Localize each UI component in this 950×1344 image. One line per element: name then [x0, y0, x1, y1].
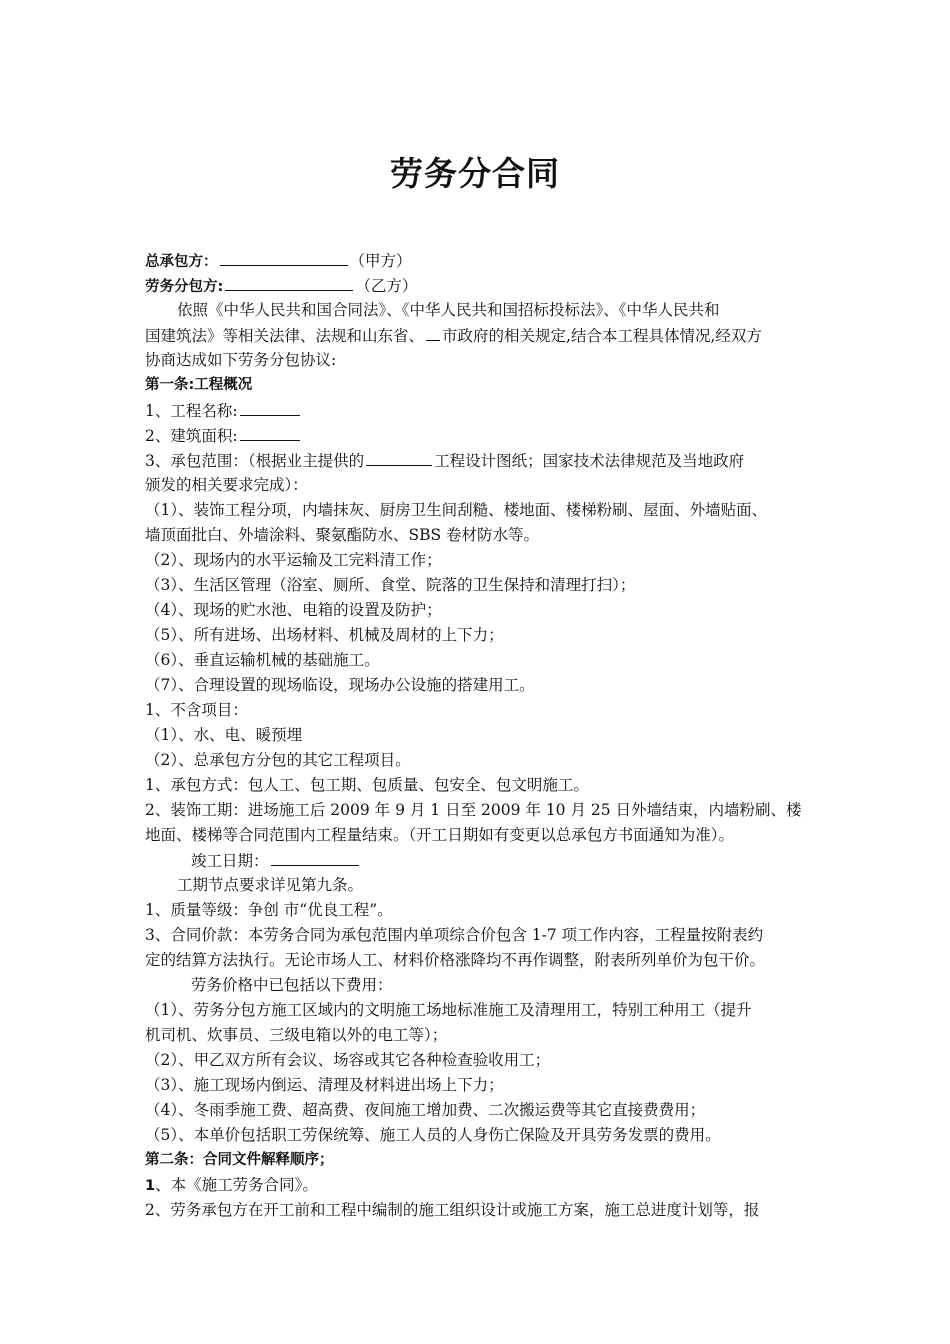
scope-line-2: 颁发的相关要求完成）：	[145, 476, 308, 494]
fee-item: （5）、本单价包括职工劳保统筹、施工人员的人身伤亡保险及开具劳务发票的费用。	[145, 1126, 721, 1144]
excluded-item: （1）、水、电、暖预埋	[145, 726, 303, 744]
project-name-label: 1、工程名称:	[145, 402, 238, 420]
scope-item: （5）、所有进场、出场材料、机械及周材的上下力；	[145, 626, 504, 644]
scope-a: 3、承包范围：（根据业主提供的	[145, 452, 365, 470]
fee-item: （2）、甲乙双方所有会议、场容或其它各种检查验收用工；	[145, 1051, 551, 1069]
area-line	[145, 423, 825, 448]
fee-item: 机司机、炊事员、三级电箱以外的电工等）；	[145, 1026, 448, 1044]
party-a-suffix: （甲方）	[349, 252, 412, 270]
fee-item: （1）、劳务分包方施工区域内的文明施工场地标准施工及清理用工，特别工种用工（提升	[145, 1001, 752, 1019]
document-body	[145, 248, 825, 1223]
scope-item: （6）、垂直运输机械的基础施工。	[145, 651, 380, 669]
party-b-line	[145, 273, 825, 298]
area-blank	[240, 423, 300, 441]
quality-line: 1、质量等级：争创 市“优良工程”。	[145, 901, 393, 919]
party-a-line	[145, 248, 825, 273]
area-label: 2、建筑面积:	[145, 427, 238, 445]
period-line-2: 地面、楼梯等合同范围内工程量结束。（开工日期如有变更以总承包方书面通知为准）。	[145, 826, 735, 844]
party-b-blank	[225, 273, 353, 291]
completion-label: 竣工日期：	[191, 852, 269, 870]
contract-method: 1、承包方式：包人工、包工期、包质量、包安全、包文明施工。	[145, 776, 589, 794]
preamble-line-2	[145, 323, 825, 348]
price-line-1: 3、合同价款：本劳务合同为承包范围内单项综合价包含 1-7 项工作内容，工程量按附表约	[145, 926, 764, 944]
preamble-line-2a: 国建筑法》等相关法律、法规和山东省、	[145, 327, 425, 345]
article2-item-1-number: 1	[145, 1178, 156, 1194]
party-a-label: 总承包方：	[145, 254, 218, 270]
excluded-item: （2）、总承包方分包的其它工程项目。	[145, 751, 411, 769]
preamble-line-1: 依照《中华人民共和国合同法》、《中华人民共和国招标投标法》、《中华人民共和	[177, 301, 720, 319]
fee-item: （4）、冬雨季施工费、超高费、夜间施工增加费、二次搬运费等其它直接费费用；	[145, 1101, 706, 1119]
scope-item: （4）、现场的贮水池、电箱的设置及防护；	[145, 601, 442, 619]
party-a-blank	[220, 248, 348, 266]
completion-blank	[271, 848, 359, 866]
document-title: 劳务分合同	[390, 154, 560, 193]
completion-line	[145, 848, 825, 873]
article2-item-1	[145, 1173, 825, 1198]
article2-heading: 第二条：合同文件解释顺序；	[145, 1152, 334, 1168]
party-b-suffix: （乙方）	[355, 277, 418, 295]
price-includes: 劳务价格中已包括以下费用：	[191, 976, 393, 994]
price-line-2: 定的结算方法执行。无论市场人工、材料价格涨降均不再作调整，附表所列单价为包干价。	[145, 951, 766, 969]
milestone-line: 工期节点要求详见第九条。	[177, 876, 364, 894]
period-line-1: 2、装饰工期：进场施工后 2009 年 9 月 1 日至 2009 年 10 月 25 日外墙结束，内墙粉刷、楼	[145, 801, 802, 819]
article2-item-2: 2、劳务承包方在开工前和工程中编制的施工组织设计或施工方案，施工总进度计划等，报	[145, 1201, 760, 1219]
preamble-line-2b: 市政府的相关规定,结合本工程具体情况,经双方	[442, 327, 762, 345]
scope-item: （2）、现场内的水平运输及工完料清工作；	[145, 551, 442, 569]
article1-heading: 第一条:工程概况	[145, 377, 253, 393]
scope-line-1	[145, 448, 825, 473]
scope-b: 工程设计图纸；国家技术法律规范及当地政府	[434, 452, 745, 470]
scope-item: 墙顶面批白、外墙涂料、聚氨酯防水、SBS 卷材防水等。	[145, 526, 540, 544]
excluded-heading: 1、不含项目：	[145, 701, 248, 719]
scope-blank	[366, 448, 432, 466]
project-name-line	[145, 398, 825, 423]
city-blank	[426, 323, 440, 341]
preamble-line-3: 协商达成如下劳务分包协议:	[145, 351, 337, 369]
scope-item: （1）、装饰工程分项，内墙抹灰、厨房卫生间刮糙、楼地面、楼梯粉刷、屋面、外墙贴面、	[145, 501, 768, 519]
fee-item: （3）、施工现场内倒运、清理及材料进出场上下力；	[145, 1076, 504, 1094]
article2-item-1-text: 、本《施工劳务合同》。	[155, 1176, 318, 1194]
scope-item: （7）、合理设置的现场临设，现场办公设施的搭建用工。	[145, 676, 535, 694]
party-b-label: 劳务分包方:	[145, 279, 224, 295]
project-name-blank	[240, 398, 300, 416]
scope-item: （3）、生活区管理（浴室、厕所、食堂、院落的卫生保持和清理打扫）；	[145, 576, 636, 594]
